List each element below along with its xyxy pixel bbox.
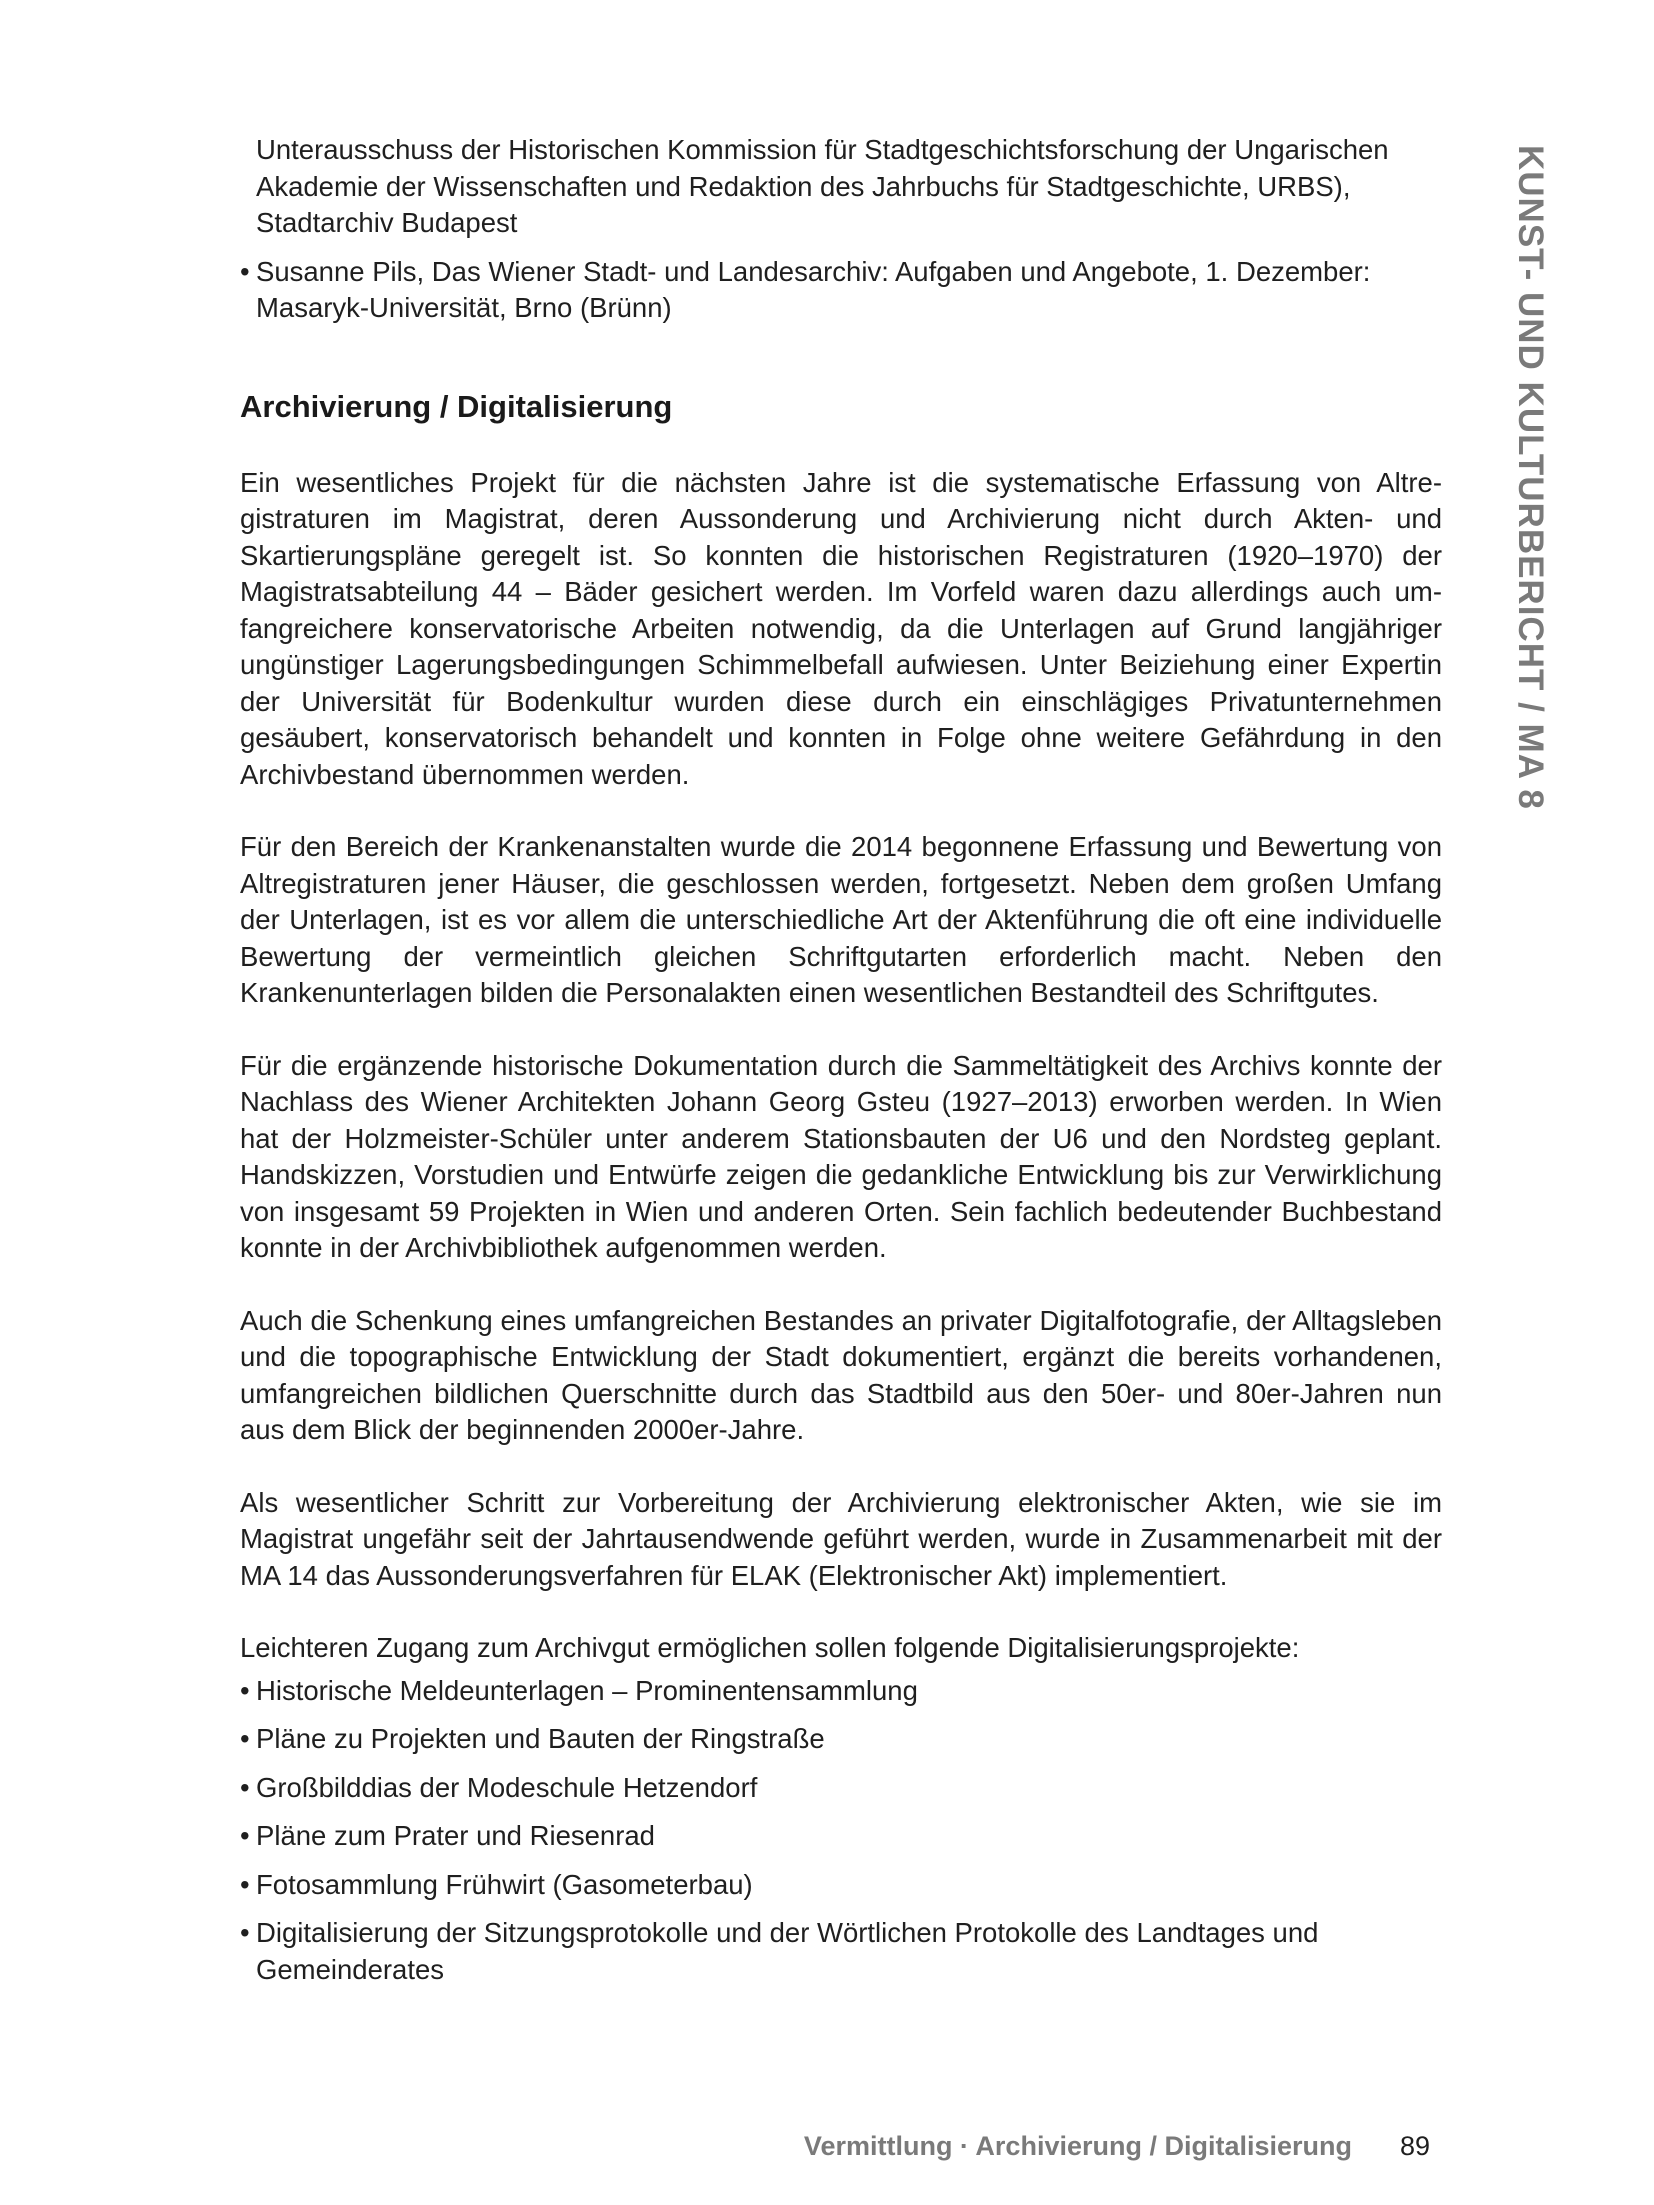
lecture-list bbox=[240, 132, 1442, 327]
footer-section-title: Vermittlung · Archivierung / Digitalisierung bbox=[803, 2131, 1352, 2161]
list-item: • Susanne Pils, Das Wiener Stadt- und Landesarchiv: Aufgaben und Angebote, 1. Dezember: Masaryk-Universität, Brno (Brünn) bbox=[240, 254, 1442, 327]
section-heading: Archivierung / Digitalisierung bbox=[240, 388, 673, 424]
list-item: Unterausschuss der Historischen Kommission für Stadtgeschichtsforschung der Ungarischen Akademie der Wissenschaften und Redaktion des Jahrbuchs für Stadtgeschichte, URBS), Stadtarchiv Budapest bbox=[256, 134, 1389, 238]
list-item: • Pläne zum Prater und Riesenrad bbox=[240, 1818, 1442, 1855]
page-content bbox=[240, 132, 1442, 1988]
paragraph: Für die ergänzende historische Dokumentation durch die Sammeltätigkeit des Archivs konnte der Nachlass des Wiener Architekten Johann Georg Gsteu (1927–2013) erworben werden. In Wien hat der Holzmeister-Schüler unter anderem Stationsbauten der U6 und den Nordsteg geplant. Handskizzen, Vorstudien und Entwürfe zeigen die gedankliche Entwicklung bis zur Verwirklichung von insgesamt 59 Projekten in Wien und anderen Orten. Sein fachlich bedeutender Buchbestand konnte in der Archivbibliothek aufgenommen werden. bbox=[240, 1049, 1442, 1263]
list-item: • Digitalisierung der Sitzungsprotokolle und der Wörtlichen Protokolle des Landtages und Gemeinderates bbox=[240, 1915, 1442, 1988]
lead-in-paragraph: Leichteren Zugang zum Archivgut ermöglichen sollen folgende Digitalisierungsprojekte: bbox=[240, 1632, 1300, 1663]
page-footer bbox=[0, 2131, 1654, 2171]
list-item: • Historische Meldeunterlagen – Prominentensammlung bbox=[240, 1673, 1442, 1710]
list-item: • Großbilddias der Modeschule Hetzendorf bbox=[240, 1770, 1442, 1807]
running-section-title: KUNST- UND KULTURBERICHT / MA 8 bbox=[1511, 145, 1550, 810]
paragraph: Ein wesentliches Projekt für die nächsten Jahre ist die systematische Erfassung von Altregistraturen im Magistrat, deren Aussonderung und Archivierung nicht durch Akten- und Skartierungspläne geregelt ist. So konnten die historischen Registraturen (1920–1970) der Magistratsabteilung 44 – Bäder gesichert werden. Im Vorfeld waren dazu allerdings auch umfangreichere konservatorische Arbeiten notwendig, da die Unterlagen auf Grund langjähriger ungünstiger Lagerungsbedingungen Schimmelbefall aufwiesen. Unter Beiziehung einer Expertin der Universität für Bodenkultur wurden diese durch ein einschlägiges Privatunternehmen gesäubert, konservatorisch behandelt und konnten in Folge ohne weitere Gefährdung in den Archivbestand übernommen werden. bbox=[240, 466, 1442, 790]
list-item: • Fotosammlung Frühwirt (Gasometerbau) bbox=[240, 1867, 1442, 1904]
paragraph: Auch die Schenkung eines umfangreichen Bestandes an privater Digitalfotografie, der Alltagsleben und die topographische Entwicklung der Stadt dokumentiert, ergänzt die bereits vorhandenen, umfangreichen bildlichen Querschnitte durch das Stadtbild aus den 50er- und 80er-Jahren nun aus dem Blick der beginnenden 2000er-Jahre. bbox=[240, 1304, 1442, 1445]
list-item: • Pläne zu Projekten und Bauten der Ringstraße bbox=[240, 1721, 1442, 1758]
paragraph: Als wesentlicher Schritt zur Vorbereitung der Archivierung elektronischer Akten, wie sie im Magistrat ungefähr seit der Jahrtausendwende geführt werden, wurde in Zusammenarbeit mit der MA 14 das Aussonderungsverfahren für ELAK (Elektronischer Akt) implementiert. bbox=[240, 1486, 1442, 1591]
page-number: 89 bbox=[1400, 2131, 1431, 2161]
project-list bbox=[240, 1673, 1442, 1989]
paragraph: Für den Bereich der Krankenanstalten wurde die 2014 begonnene Erfassung und Bewertung von Altregistraturen jener Häuser, die geschlossen werden, fortgesetzt. Neben dem großen Umfang der Unterlagen, ist es vor allem die unterschiedliche Art der Aktenführung die oft eine individuelle Bewertung der vermeintlich gleichen Schriftgutarten erforderlich macht. Neben den Krankenunterlagen bilden die Personalakten einen wesentlichen Bestandteil des Schriftgutes. bbox=[240, 831, 1442, 1008]
